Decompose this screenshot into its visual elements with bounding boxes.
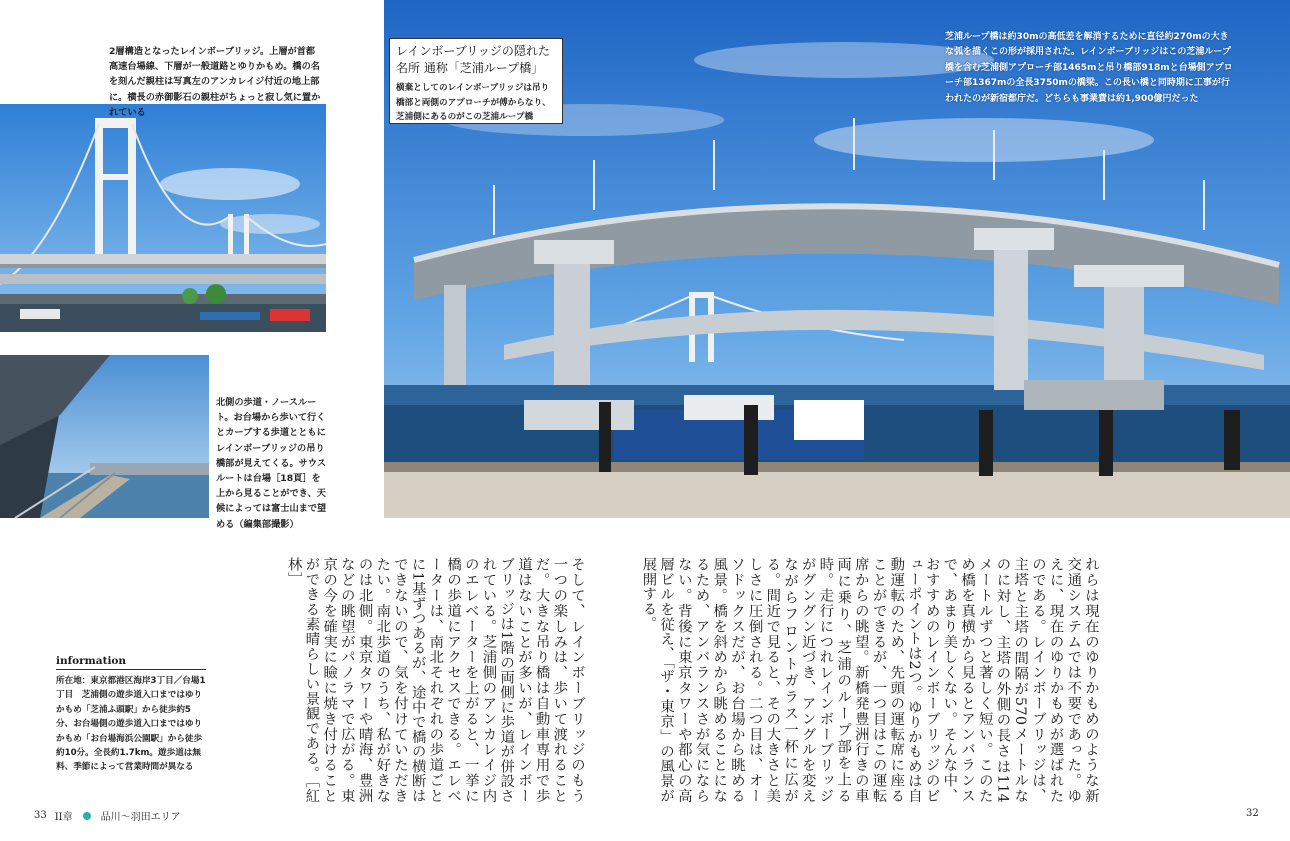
hidden-spot-infobox xyxy=(389,38,563,124)
chapter-dot-icon xyxy=(83,812,91,820)
area-label: 品川〜羽田エリア xyxy=(100,812,181,823)
infobox-body: 横棄としてのレインボーブリッジは吊り橋部と両側のアプローチが傅からなり、芝浦側にあるのがこの芝浦ループ橋 xyxy=(396,83,551,123)
infobox-title: レインボーブリッジの隠れた名所 通称「芝浦ループ橋」 xyxy=(396,44,550,75)
folio-left xyxy=(34,808,181,823)
left-page-number: 33 xyxy=(34,810,47,821)
body-text-left-column: そして、レインボーブリッジのもう一つの楽しみは、歩いて渡れることだ。大きな吊り橋は自動車専用で歩道はないことが多いが、レインボーブリッジは1階の両側に歩道が併設されている。芝浦側のアンカレイジ内のエレベーターを上がると、一挙に橋の歩道にアクセスできる。エレベーターは、南北それぞれの歩道ごとに1基ずつあるが、途中で橋の横断はできないので、気を付けていただきたい。南北歩道のうち、私が好きなのは北側。東京タワーや晴海、豊洲などの眺望がパノラマで広がる。東京の今を確実に瞼に焼き付けることができる素晴らしい景観である。［紅林］ xyxy=(285,557,585,803)
chapter-label: II章 xyxy=(54,812,73,823)
information-box xyxy=(56,655,206,775)
bridge-photo-caption: 2層構造となったレインボーブリッジ。上層が首都高速台場線、下層が一般道路とゆりかもめ。橋の名を刻んだ親柱は写真左のアンカレイジ付近の地上部に。横長の赤御影石の親柱がちょっと寂し気に置かれている xyxy=(109,46,321,118)
information-body: 所在地：東京都港区海岸3丁目／台場1丁目 芝浦側の遊歩道入口まではゆりかもめ「芝浦ふ頭駅」から徒歩約5分、お台場側の遊歩道入口まではゆりかもめ「お台場海浜公園駅」から徒歩約10分。全長約1.7km。遊歩道は無料、季節によって営業時間が異なる xyxy=(56,676,206,773)
rainbow-bridge-photo xyxy=(0,104,326,332)
walkway-photo-caption: 北側の歩道・ノースルート。お台場から歩いて行くとカーブする歩道とともにレインボーブリッジの吊り橋部が見えてくる。サウスルートは台場［18頁］を上から見ることができ、天候によっては富士山まで望める（編集部撮影） xyxy=(216,397,327,530)
walkway-illustration xyxy=(0,355,209,518)
rainbow-bridge-illustration xyxy=(0,104,326,332)
north-route-walkway-photo xyxy=(0,355,209,518)
body-text-right-column: れらは現在のゆりかもめのような新交通システムでは不要であった。ゆえに、現在のゆりかもめが選ばれたのである。レインボーブリッジは、主塔と主塔の間隔が570メートルなのに対し、主塔の外側の長さは114メートルずつと著しく短い。このため橋を真横から見るとアンバランスで、あまり美しくない。そんな中、おすすめのレインボーブリッジのビューポイントは2つ。ゆりかもめは自動運転のため、先頭の運転席に座ることができるが、一つ目はこの運転席からの眺望。新橋発豊洲行きの車両に乗り、芝浦のループ部を上る時。走行につれレインボーブリッジがグングン近づき、アングルを変えながらフロントガラス一杯に広がる。間近で見ると、その大きさと美しさに圧倒される。二つ目は、オーソドックスだが、お台場から眺める風景。橋を斜めから眺めることになるため、アンバランスさが気にならない。背後に東京タワーや都心の高層ビルを従え、「ザ・東京」の風景が展開する。 xyxy=(640,557,1099,803)
right-page-number: 32 xyxy=(1246,808,1259,819)
loop-bridge-caption: 芝浦ループ橋は約30mの高低差を解消するために直径約270mの大きな弧を描くこの形が採用された。レインボーブリッジはこの芝浦ループ橋を含む芝浦側アプローチ部1465mと吊り橋部918mと台場側アプローチ部1367mの全長3750mの橋梁。この長い橋と同時期に工事が行われたのが新宿都庁だ。どちらも事業費は約1,900億円だった xyxy=(945,32,1233,104)
information-heading: information xyxy=(56,655,206,670)
